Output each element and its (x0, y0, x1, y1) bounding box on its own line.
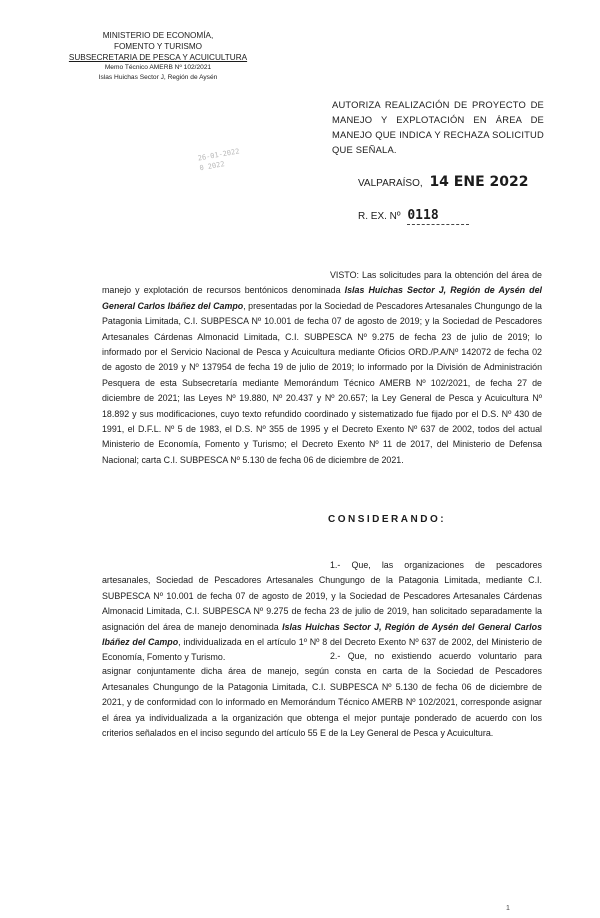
considerando-1-text-b: , individualizada en el artículo 1º Nº 8 del Decreto Exento Nº 637 de 2002, del Ministerio de Economía, Fomento y Turismo. (102, 637, 542, 663)
visto-text-1: Las solicitudes para la obtención del área de manejo y explotación de recursos bentónicos denominada (102, 270, 542, 296)
faded-stamp (197, 143, 265, 193)
stamp-line-2: 0 2022 (198, 160, 226, 173)
resolution-title: AUTORIZA REALIZACIÓN DE PROYECTO DE MANEJO Y EXPLOTACIÓN EN ÁREA DE MANEJO QUE INDICA Y RECHAZA SOLICITUD QUE SEÑALA. (332, 99, 544, 155)
place-date (358, 174, 528, 190)
considerando-2 (102, 649, 542, 741)
margin-mark: 1 (506, 905, 510, 912)
considerando-heading: CONSIDERANDO: (328, 514, 447, 525)
rex-number: 0118 (407, 208, 469, 225)
visto-area-name: Islas Huichas Sector J, Región de Aysén del General Carlos Ibáñez del Campo (102, 285, 542, 311)
memo-reference: Memo Técnico AMERB Nº 102/2021 (104, 64, 212, 71)
considerando-1-text-a: 1.- Que, las organizaciones de pescadores artesanales, Sociedad de Pescadores Artesanales Chungungo de la Patagonia Limitada, mediante C.I. SUBPESCA Nº 10.001 de fecha 07 de agosto de 2019, y la Sociedad de Pescadores Artesanales Cárdenas Almonacid Limitada, C.I. SUBPESCA Nº 9.275 de fecha 23 de julio de 2019, han solicitado separadamente la asignación del área de manejo denominada (102, 560, 542, 632)
stamp-line-1: 26-01-2022 (197, 147, 241, 163)
visto-text-2: , presentadas por la Sociedad de Pescadores Artesanales Chungungo de la Patagonia Limitada, C.I. SUBPESCA Nº 10.001 de fecha 07 de agosto de 2019; y la Sociedad de Pescadores Artesanales Cárdenas Almonacid Limitada, C.I. SUBPESCA Nº 9.275 de fecha 23 de julio de 2019; lo informado por el Servicio Nacional de Pesca y Acuicultura mediante Oficios ORD./P.A/Nº 142072 de fecha 02 de agosto de 2019 y Nº 137954 de fecha 19 de julio de 2019; lo informado por la División de Administración Pesquera de esta Subsecretaría mediante Memorándum Técnico AMERB Nº 102/2021, de fecha 27 de diciembre de 2021; las Leyes Nº 19.880, Nº 20.437 y Nº 20.657; la Ley General de Pesca y Acuicultura Nº 18.892 y sus modificaciones, cuyo texto refundido coordinado y sistematizado fue fijado por el D.S. Nº 430 de 1991, el D.F.L. Nº 5 de 1983, el D.S. Nº 355 de 1995 y el Decreto Exento Nº 637 de 2002, todos del actual Ministerio de Economía, Fomento y Turismo; el Decreto Exento Nº 11 de 2017, del Ministerio de Defensa Nacional; carta C.I. SUBPESCA Nº 5.130 de fecha 06 de diciembre de 2021. (102, 300, 542, 465)
considerando-2-text: 2.- Que, no existiendo acuerdo voluntario para asignar conjuntamente dicha área de manejo, según consta en carta de la Sociedad de Pescadores Artesanales Chungungo de la Patagonia Limitada, C.I. SUBPESCA Nº 5.130 de fecha 06 de diciembre de 2021, y de conformidad con lo informado en Memorándum Técnico AMERB Nº 102/2021, corresponde asignar el área ya individualizada a la organización que obtenga el mejor puntaje ponderado de acuerdo con los criterios señalados en el inciso segundo del artículo 55 E de la Ley General de Pesca y Acuicultura. (102, 651, 542, 739)
resolution-number (358, 208, 469, 225)
rex-label: R. EX. Nº (358, 211, 401, 222)
visto-paragraph (102, 268, 542, 468)
visto-label: VISTO: (330, 270, 359, 280)
subsecretaria-line: SUBSECRETARIA DE PESCA Y ACUICULTURA (68, 53, 248, 62)
area-reference: Islas Huichas Sector J, Región de Aysén (98, 74, 218, 81)
ministry-line-1: MINISTERIO DE ECONOMÍA, (102, 31, 214, 40)
ministry-line-2: FOMENTO Y TURISMO (113, 42, 203, 51)
stamped-date: 14 ENE 2022 (429, 174, 529, 190)
considerando-1-area-name: Islas Huichas Sector J, Región de Aysén del General Carlos Ibáñez del Campo (102, 621, 543, 648)
place-label: VALPARAÍSO, (358, 178, 423, 189)
letterhead (58, 30, 258, 83)
